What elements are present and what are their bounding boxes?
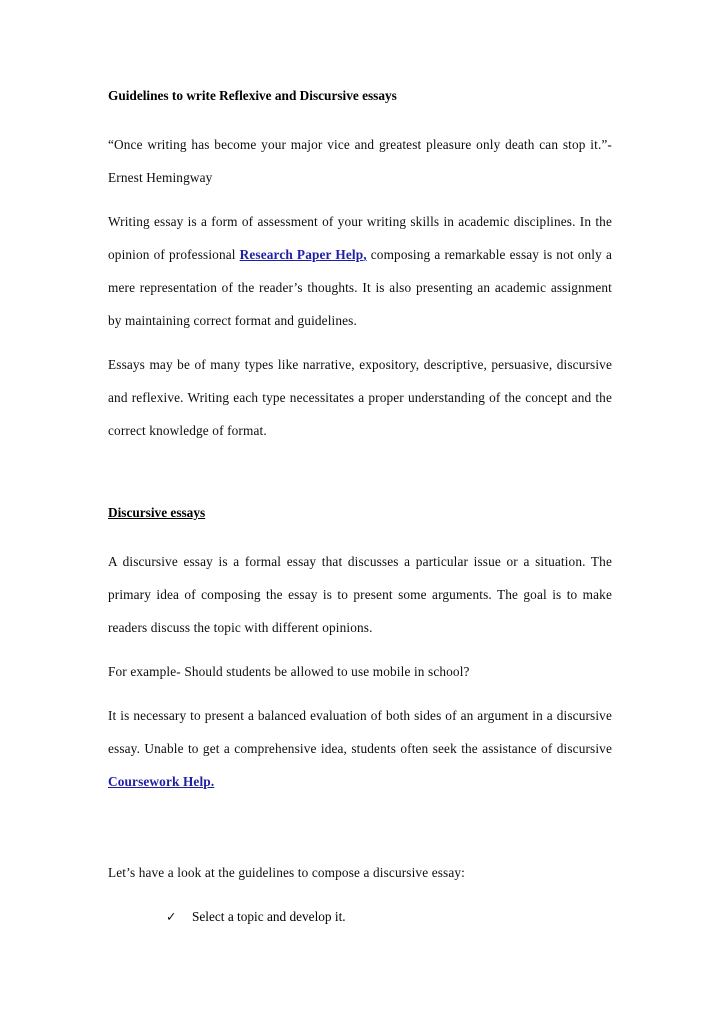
spacer — [108, 107, 612, 128]
intro-paragraph-text-before: Writing essay is a form of assessment of your writing skills in academic disciplines. In the opinion of professional — [108, 214, 612, 262]
spacer — [108, 688, 612, 699]
quote-paragraph: “Once writing has become your major vice and greatest pleasure only death can stop it.”- Ernest Hemingway — [108, 137, 612, 185]
spacer — [108, 524, 612, 545]
essay-types-paragraph: Essays may be of many types like narrative, expository, descriptive, persuasive, discursive and reflexive. Writing each type necessitates a proper understanding of the concept and the correct knowledge of format. — [108, 357, 612, 438]
spacer — [108, 194, 612, 205]
coursework-help-link[interactable]: Coursework Help. — [108, 774, 215, 789]
example-paragraph: For example- Should students be allowed to use mobile in school? — [108, 664, 470, 679]
research-paper-help-link[interactable]: Research Paper Help — [239, 247, 364, 262]
spacer — [108, 337, 612, 348]
list-item — [108, 900, 612, 933]
guidelines-lead-in-paragraph: Let’s have a look at the guidelines to compose a discursive essay: — [108, 865, 465, 880]
spacer — [108, 447, 612, 502]
checkmark-icon: ✓ — [166, 909, 177, 924]
spacer — [108, 798, 612, 856]
discursive-definition-paragraph: A discursive essay is a formal essay that discusses a particular issue or a situation. The primary idea of composing the essay is to present some arguments. The goal is to make readers discuss the topic with different opinions. — [108, 554, 612, 635]
list-item-label: Select a topic and develop it. — [192, 909, 346, 924]
balanced-evaluation-paragraph — [108, 699, 612, 798]
research-paper-help-link-trailing-comma: , — [363, 247, 367, 262]
document-body — [108, 85, 612, 933]
intro-paragraph — [108, 205, 612, 337]
spacer — [108, 644, 612, 655]
intro-paragraph-text-after: composing a remarkable essay is not only a mere representation of the reader’s thoughts. It is also presenting an academic assignment by maintaining correct format and guidelines. — [108, 247, 612, 328]
page-title: Guidelines to write Reflexive and Discursive essays — [108, 88, 397, 103]
balanced-evaluation-text-before: It is necessary to present a balanced evaluation of both sides of an argument in a discursive essay. Unable to get a comprehensive idea, students often seek the assistance of discursive — [108, 708, 612, 756]
spacer — [108, 889, 612, 900]
section-heading-discursive-essays: Discursive essays — [108, 505, 206, 520]
